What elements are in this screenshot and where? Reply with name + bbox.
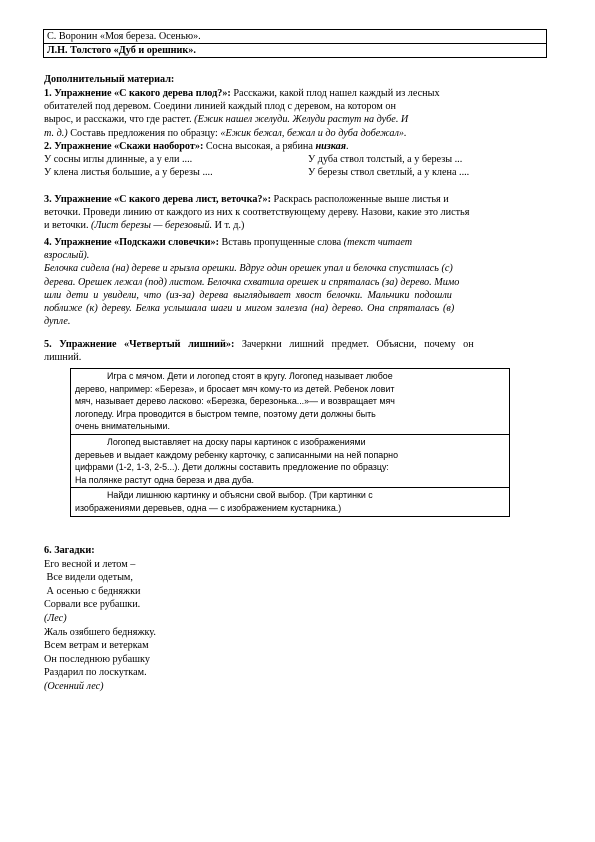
- riddle-2-line: Раздарил по лоскуткам.: [44, 667, 147, 679]
- riddle-1-line: А осенью с бедняжки: [44, 585, 141, 597]
- riddle-1-line: Все видели одетым,: [44, 572, 133, 584]
- ex4-text-1: Белочка сидела (на) дереве и грызла орешки. Вдруг один орешек упал и белочка спустилась (с): [44, 263, 453, 275]
- games-table: [70, 368, 510, 517]
- ex4-text-2: дерева. Орешек лежал (под) листом. Белочка схватила орешек и спряталась (за) дерево. Мимо: [44, 276, 460, 288]
- exercise-5: 5. Упражнение «Четвертый лишний»: Зачеркни лишний предмет. Объясни, почему он лишний.: [44, 339, 474, 364]
- riddle-1-line: Сорвали все рубашки.: [44, 599, 141, 611]
- riddle-2-line: Он последнюю рубашку: [44, 653, 150, 665]
- ex4-title: 4. Упражнение «Подскажи словечки»:: [44, 237, 219, 248]
- ex4-text-5: дупле.: [44, 316, 71, 328]
- header-line-2: Л.Н. Толстого «Дуб и орешник».: [44, 43, 546, 57]
- riddle-1-answer: (Лес): [44, 612, 67, 624]
- extra-title: Дополнительный материал:: [44, 74, 175, 85]
- ex2-row2-col2: У березы ствол светлый, а у клена ....: [308, 167, 470, 179]
- ex2-row1-col1: У сосны иглы длинные, а у ели ....: [44, 154, 193, 166]
- game-cell-2: Логопед выставляет на доску пары картинок с изображениями деревьев и выдает каждому ребенку карточку, с записанными на ней попарно цифрами (1-2, 1-3, 2-5...). Дети должны составить предложение по образцу: На полянке растут одна береза и два дуба.: [71, 434, 509, 487]
- exercise-4: 4. Упражнение «Подскажи словечки»: Вставь пропущенные слова (текст читает взрослый). Белочка сидела (на) дереве и грызла орешки. Вдруг один орешек упал и белочка спустилась (с) дерева. Орешек лежал (под) листом. Белочка схватила орешек и спряталась (за) дерево. Мимо шли дети и увидели, что (из-за) дерева выглядывает хвост белочки. Мальчики подошли поближе (к) дереву. Белка услышала шаги и мигом залезла (на) дерево. Она спряталась (в) дупле.: [44, 237, 460, 328]
- ex4-text-4: поближе (к) дереву. Белка услышала шаги и мигом залезла (на) дерево. Она спряталась (в): [44, 303, 455, 315]
- riddle-2-line: Жаль озябшего бедняжку.: [44, 626, 156, 638]
- riddle-1-line: Его весной и летом –: [44, 558, 136, 570]
- riddles-title: 6. Загадки:: [44, 545, 95, 556]
- ex2-row2-col1: У клена листья большие, а у березы ....: [44, 167, 213, 179]
- game-cell-3: Найди лишнюю картинку и объясни свой выбор. (Три картинки с изображениями деревьев, одна — с изображением кустарника.): [71, 487, 509, 515]
- ex1-title: 1. Упражнение «С какого дерева плод?»:: [44, 88, 231, 99]
- ex4-text-3: шли дети и увидели, что (из-за) дерева выглядывает хвост белочки. Мальчики подошли: [44, 289, 452, 301]
- riddle-2-answer: (Осенний лес): [44, 680, 104, 692]
- exercise-1: 1. Упражнение «С какого дерева плод?»: Расскажи, какой плод нашел каждый из лесных обитателей под деревом. Соедини линией каждый плод с деревом, на котором он вырос, и расскажи, что где растет. (Ежик нашел желуди. Желуди растут на дубе. И т. д.) Составь предложения по образцу: «Ежик бежал, бежал и до дуба добежал».: [44, 88, 440, 139]
- ex2-row1-col2: У дуба ствол толстый, а у березы ...: [308, 154, 463, 166]
- ex3-title: 3. Упражнение «С какого дерева лист, веточка?»:: [44, 194, 271, 205]
- riddle-2-line: Всем ветрам и ветеркам: [44, 640, 149, 652]
- ex2-title: 2. Упражнение «Скажи наоборот»:: [44, 141, 204, 152]
- header-box: [43, 29, 547, 58]
- header-line-1: С. Воронин «Моя береза. Осенью».: [47, 31, 201, 42]
- ex5-title: 5. Упражнение «Четвертый лишний»:: [44, 339, 235, 350]
- exercise-3: 3. Упражнение «С какого дерева лист, веточка?»: Раскрась расположенные выше листья и веточки. Проведи линию от каждого из них к соответствующему дереву. Назови, какие это листья и веточки. (Лист березы — березовый. И т. д.): [44, 194, 470, 232]
- game-cell-1: Игра с мячом. Дети и логопед стоят в кругу. Логопед называет любое дерево, например: «Береза», и бросает мяч кому-то из детей. Ребенок ловит мяч, называет дерево ласково: «Березка, березонька...»— и возвращает мяч логопеду. Игра проводится в быстром темпе, поэтому дети должны быть очень внимательными.: [75, 371, 395, 432]
- exercise-2: 2. Упражнение «Скажи наоборот»: Сосна высокая, а рябина низкая. У сосны иглы длинные, а у ели .... У дуба ствол толстый, а у березы ... У клена листья большие, а у березы .... У березы ствол светлый, а у клена ....: [44, 141, 470, 179]
- riddles-section: [44, 544, 156, 694]
